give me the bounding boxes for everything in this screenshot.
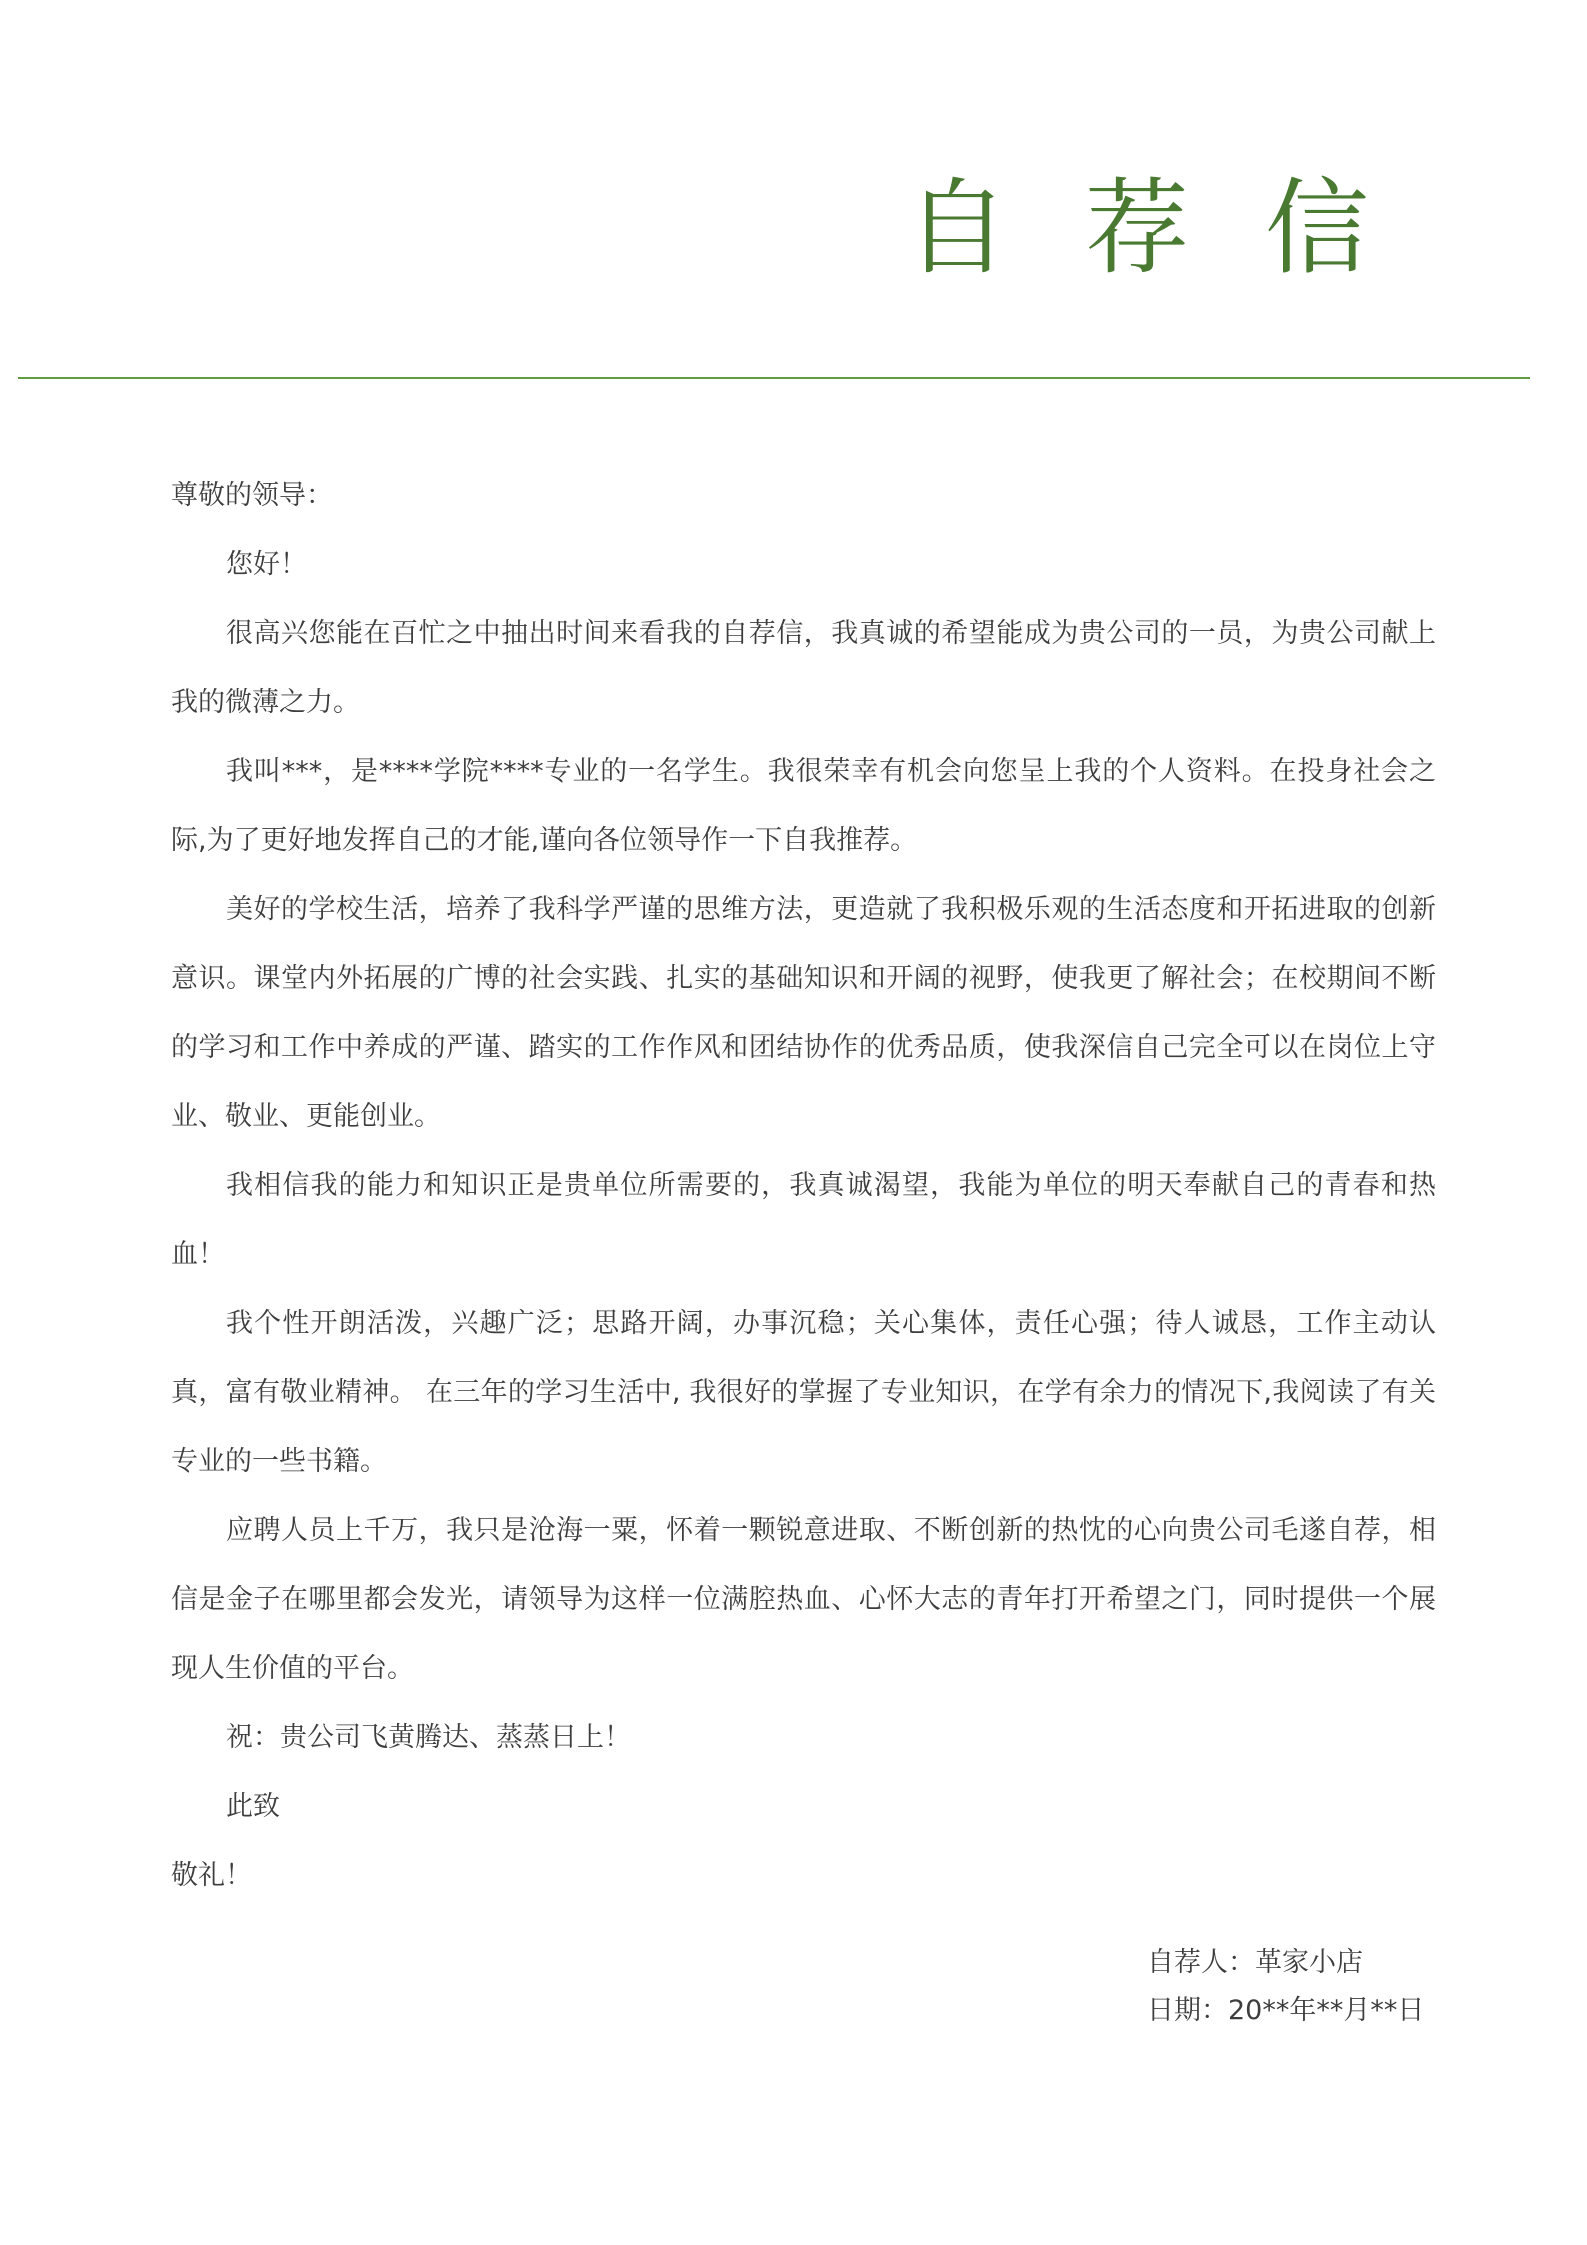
wish-line: 祝：贵公司飞黄腾达、蒸蒸日上！ [226, 1722, 631, 1753]
letter-title [905, 168, 1369, 288]
title-char-2: 荐 [1085, 167, 1190, 289]
paragraph-2: 我叫***，是****学院****专业的一名学生。我很荣幸有机会向您呈上我的个人资料。在投身社会之际,为了更好地发挥自己的才能,谨向各位领导作一下自我推荐。 [171, 756, 1436, 856]
paragraph-1: 很高兴您能在百忙之中抽出时间来看我的自荐信，我真诚的希望能成为贵公司的一员，为贵公司献上我的微薄之力。 [171, 618, 1436, 718]
title-char-1: 自 [905, 167, 1010, 289]
letter-body [171, 461, 1436, 1910]
title-divider [18, 377, 1530, 379]
closing-line-2: 敬礼！ [171, 1860, 252, 1891]
title-char-3: 信 [1265, 167, 1370, 289]
date-line: 日期：20**年**月**日 [1147, 1995, 1425, 2026]
paragraph-5: 我个性开朗活泼，兴趣广泛；思路开阔，办事沉稳；关心集体，责任心强；待人诚恳，工作主动认真，富有敬业精神。 在三年的学习生活中, 我很好的掌握了专业知识，在学有余力的情况下,我阅读了有关专业的一些书籍。 [171, 1308, 1436, 1477]
signature-block [1147, 1939, 1424, 2035]
closing-line-1: 此致 [226, 1791, 280, 1822]
paragraph-6: 应聘人员上千万，我只是沧海一粟，怀着一颗锐意进取、不断创新的热忱的心向贵公司毛遂自荐，相信是金子在哪里都会发光，请领导为这样一位满腔热血、心怀大志的青年打开希望之门，同时提供一个展现人生价值的平台。 [171, 1515, 1436, 1684]
salutation: 尊敬的领导： [171, 480, 333, 511]
signer-line: 自荐人：革家小店 [1147, 1947, 1363, 1978]
greeting: 您好！ [226, 549, 307, 580]
paragraph-4: 我相信我的能力和知识正是贵单位所需要的，我真诚渴望，我能为单位的明天奉献自己的青春和热血！ [171, 1170, 1436, 1270]
paragraph-3: 美好的学校生活，培养了我科学严谨的思维方法，更造就了我积极乐观的生活态度和开拓进取的创新意识。课堂内外拓展的广博的社会实践、扎实的基础知识和开阔的视野，使我更了解社会；在校期间不断的学习和工作中养成的严谨、踏实的工作作风和团结协作的优秀品质，使我深信自己完全可以在岗位上守业、敬业、更能创业。 [171, 894, 1436, 1132]
